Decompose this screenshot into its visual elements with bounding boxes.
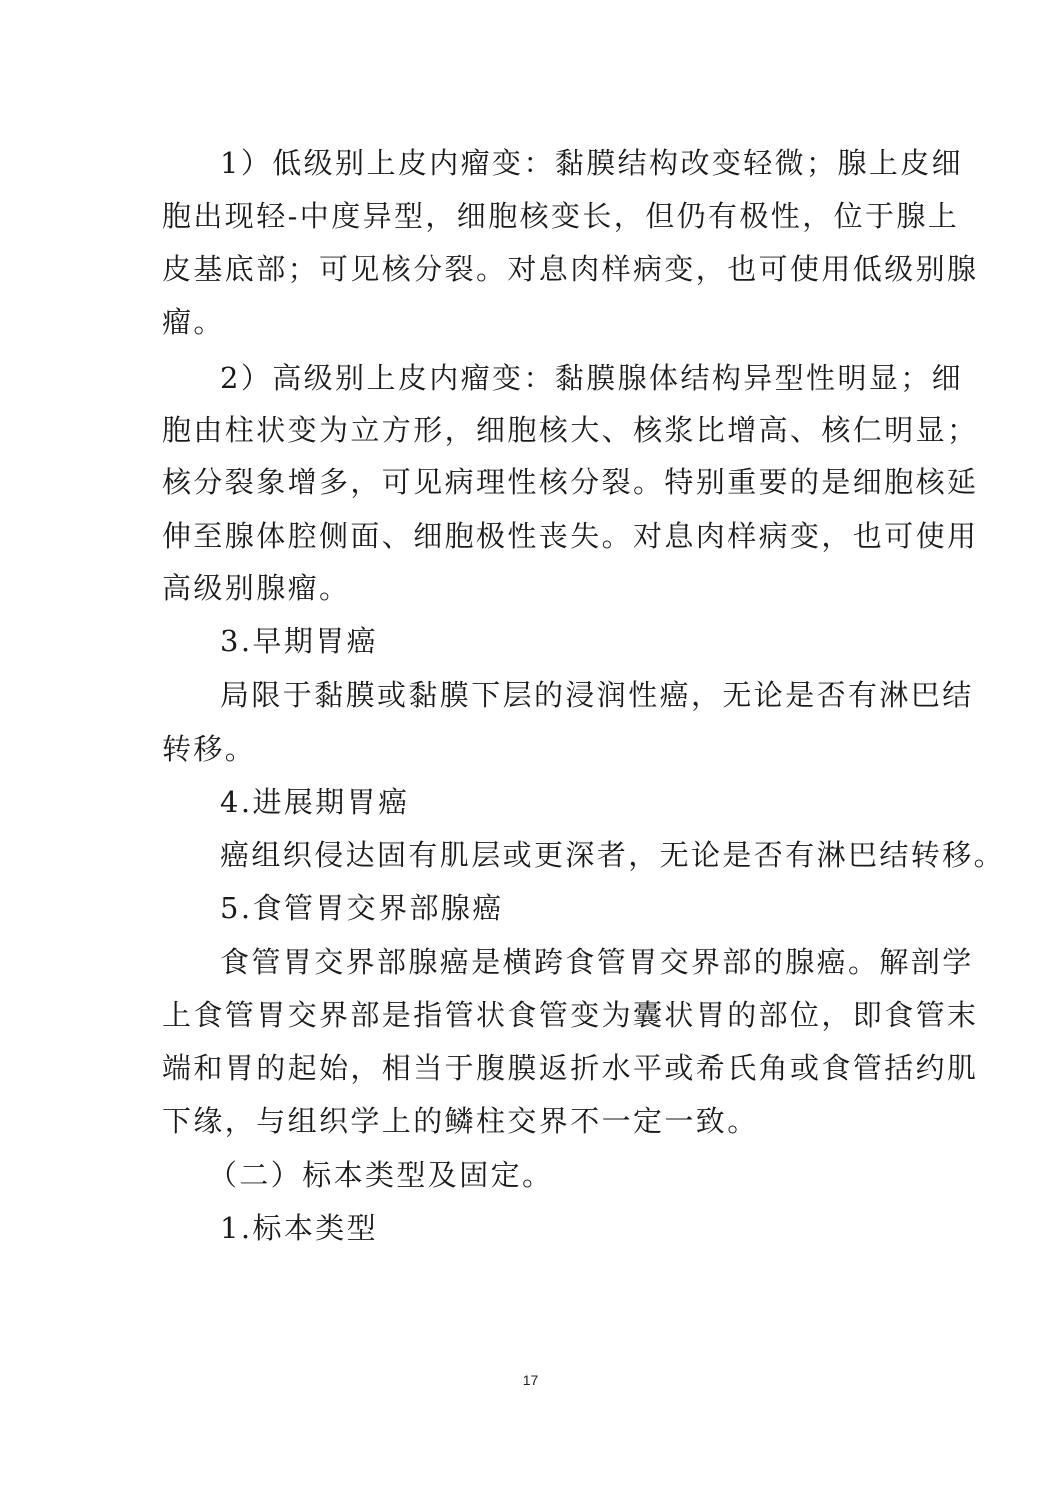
text-line: 局限于黏膜或黏膜下层的浸润性癌，无论是否有淋巴结 bbox=[220, 678, 974, 712]
text-line: 上食管胃交界部是指管状食管变为囊状胃的部位，即食管末 bbox=[162, 998, 979, 1032]
section-heading: （二）标本类型及固定。 bbox=[208, 1158, 554, 1192]
text-line: 端和胃的起始，相当于腹膜返折水平或希氏角或食管括约肌 bbox=[162, 1051, 979, 1085]
text-line: 胞由柱状变为立方形，细胞核大、核浆比增高、核仁明显； bbox=[162, 413, 979, 447]
text-line: 转移。 bbox=[162, 732, 257, 766]
text-line: 1）低级别上皮内瘤变：黏膜结构改变轻微；腺上皮细 bbox=[220, 146, 964, 180]
text-line: 伸至腺体腔侧面、细胞极性丧失。对息肉样病变，也可使用 bbox=[162, 519, 979, 553]
text-line: 下缘，与组织学上的鳞柱交界不一定一致。 bbox=[162, 1104, 759, 1138]
text-line: 胞出现轻-中度异型，细胞核变长，但仍有极性，位于腺上 bbox=[162, 199, 960, 233]
section-heading: 4.进展期胃癌 bbox=[220, 785, 410, 819]
text-line: 2）高级别上皮内瘤变：黏膜腺体结构异型性明显；细 bbox=[220, 361, 964, 395]
text-line: 癌组织侵达固有肌层或更深者，无论是否有淋巴结转移。 bbox=[220, 838, 1006, 872]
page-number: 17 bbox=[522, 1372, 539, 1388]
section-heading: 1.标本类型 bbox=[220, 1211, 379, 1245]
section-heading: 3.早期胃癌 bbox=[220, 624, 379, 658]
text-line: 高级别腺瘤。 bbox=[162, 571, 351, 605]
text-line: 皮基底部；可见核分裂。对息肉样病变，也可使用低级别腺 bbox=[162, 252, 979, 286]
text-line: 瘤。 bbox=[162, 305, 225, 339]
text-line: 食管胃交界部腺癌是横跨食管胃交界部的腺癌。解剖学 bbox=[220, 945, 974, 979]
section-heading: 5.食管胃交界部腺癌 bbox=[220, 891, 504, 925]
text-line: 核分裂象增多，可见病理性核分裂。特别重要的是细胞核延 bbox=[162, 465, 979, 499]
